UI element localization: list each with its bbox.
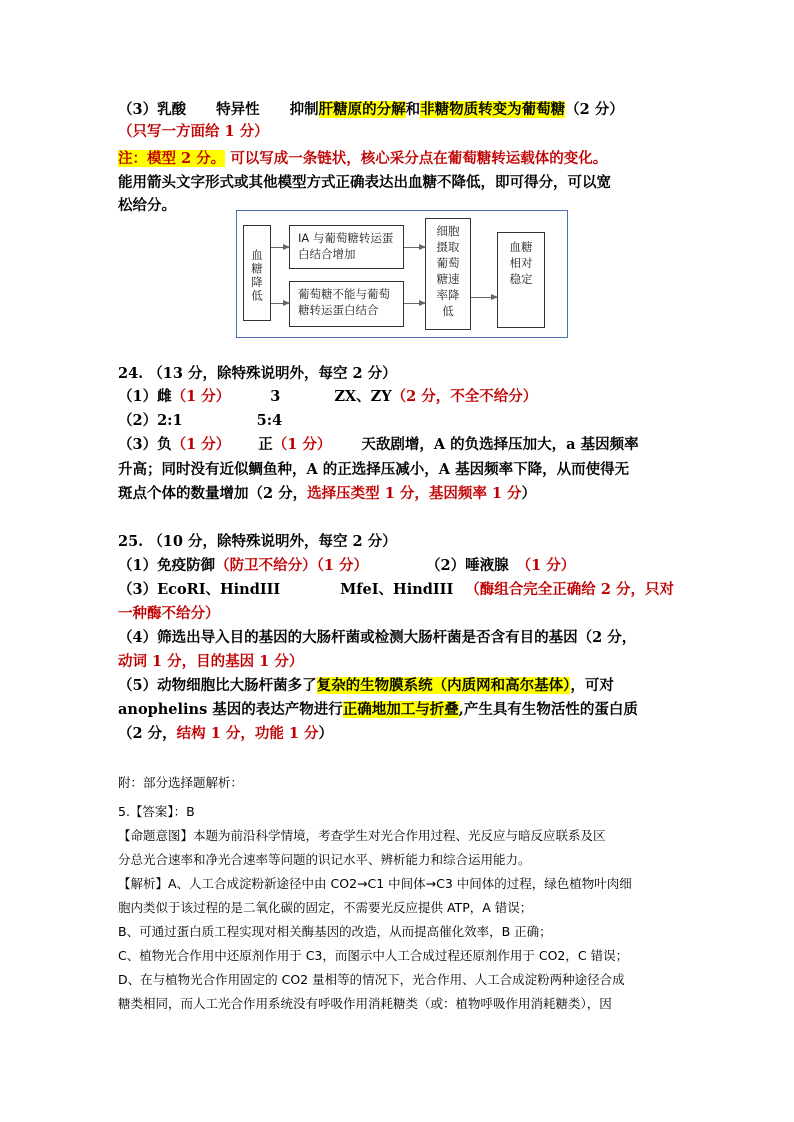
box-glucose-cannot-bind: 葡萄糖不能与葡萄糖转运蛋白结合 <box>289 281 404 327</box>
q24-5-a: 斑点个体的数量增加（2 分， <box>118 485 308 502</box>
q23-line2: （只写一方面给 1 分） <box>118 123 269 140</box>
q24-3-a-score: （1 分） <box>171 436 231 453</box>
q25-2-red: （酶组合完全正确给 2 分，只对 <box>465 581 674 598</box>
q24-line2 <box>118 411 282 431</box>
q24-3-b-score: （1 分） <box>272 436 332 453</box>
q24-2-b: 5:4 <box>256 412 283 429</box>
note-model: 模型 2 分。 <box>147 150 226 167</box>
q25-6-a: （5）动物细胞比大肠杆菌多了 <box>118 677 317 694</box>
q25-1-a: （1）免疫防御 <box>118 557 216 574</box>
q24-line1 <box>118 387 537 407</box>
q25-line2 <box>118 580 674 600</box>
q25-line1 <box>118 556 575 576</box>
q25-line7 <box>118 700 638 720</box>
q25-8-red: 结构 1 分，功能 1 分 <box>176 725 319 742</box>
q25-1-b: （2）唾液腺 <box>425 557 509 574</box>
appendix-analysis-a1: 【解析】A、人工合成淀粉新途径中由 CO2→C1 中间体→C3 中间体的过程，绿色植物叶肉细 <box>118 876 632 891</box>
q25-6-highlight: 复杂的生物膜系统（内质网和高尔基体） <box>316 677 571 694</box>
q23-specificity: 特异性 <box>216 101 260 118</box>
appendix-intent-2: 分总光合速率和净光合速率等问题的识记水平、辨析能力和综合运用能力。 <box>118 852 531 867</box>
q25-7-highlight: 正确地加工与折叠 <box>342 701 459 718</box>
arrow-2 <box>271 303 289 304</box>
arrow-3 <box>404 247 425 248</box>
q25-line8 <box>118 724 333 744</box>
q24-3-c: 天敌剧增，A 的负选择压加大，a 基因频率 <box>361 436 639 453</box>
q25-8-b: ） <box>318 725 334 742</box>
q25-6-b: ，可对 <box>570 677 614 694</box>
q24-1-score: （1 分） <box>171 388 231 405</box>
q23-part-label: （3）乳酸 <box>118 101 187 118</box>
q24-5-red: 选择压类型 1 分，基因频率 1 分 <box>307 485 522 502</box>
q23-line5: 松给分。 <box>118 197 176 214</box>
q25-8-a: （2 分， <box>118 725 177 742</box>
q25-line3: 一种酶不给分） <box>118 605 220 622</box>
box-cell-uptake-decrease: 细胞摄取葡萄糖速率降低 <box>425 218 471 330</box>
q23-highlight-2: 非糖物质转变为葡萄糖 <box>420 101 566 118</box>
note-rest: 可以写成一条链状，核心采分点在葡萄糖转运载体的变化。 <box>225 150 608 167</box>
q25-1-a-red: （防卫不给分） <box>215 557 317 574</box>
note-label: 注： <box>118 150 147 167</box>
box-blood-sugar-low: 血糖降低 <box>243 225 271 321</box>
q24-1-b: 3 <box>270 388 281 405</box>
q25-7-a: anophelins 基因的表达产物进行 <box>118 701 343 718</box>
appendix-intent-1: 【命题意图】本题为前沿科学情境，考查学生对光合作用过程、光反应与暗反应联系及区 <box>118 828 606 843</box>
q25-line6 <box>118 676 614 696</box>
q23-inhibit: 抑制 <box>289 101 319 118</box>
q25-2-a: （3）EcoRI、HindIII <box>118 581 281 598</box>
box-ia-binding-increase: IA 与葡萄糖转运蛋白结合增加 <box>289 225 404 269</box>
q25-title: 25. （10 分，除特殊说明外，每空 2 分） <box>118 533 397 550</box>
q25-7-b: ,产生具有生物活性的蛋白质 <box>458 701 638 718</box>
q24-2-a: （2）2:1 <box>118 412 183 429</box>
q23-line1 <box>118 100 624 120</box>
q23-and: 和 <box>405 101 421 118</box>
q25-2-b: MfeI、HindIII <box>340 581 454 598</box>
q23-score: （2 分） <box>565 101 624 118</box>
appendix-analysis-a2: 胞内类似于该过程的是二氧化碳的固定，不需要光反应提供 ATP，A 错误； <box>118 900 533 915</box>
q25-1-b-score: （1 分） <box>516 557 576 574</box>
q24-3-b: 正 <box>258 436 273 453</box>
q23-line4: 能用箭头文字形式或其他模型方式正确表达出血糖不降低，即可得分，可以宽 <box>118 174 611 191</box>
appendix-analysis-b: B、可通过蛋白质工程实现对相关酶基因的改造，从而提高催化效率，B 正确； <box>118 924 552 939</box>
appendix-title: 附：部分选择题解析： <box>118 775 244 790</box>
q25-line4: （4）筛选出导入目的基因的大肠杆菌或检测大肠杆菌是否含有目的基因（2 分， <box>118 629 637 646</box>
arrow-4 <box>404 303 425 304</box>
q24-title: 24. （13 分，除特殊说明外，每空 2 分） <box>118 365 397 382</box>
appendix-analysis-c: C、植物光合作用中还原剂作用于 C3，而图示中人工合成过程还原剂作用于 CO2，C 错误； <box>118 948 629 963</box>
q24-line3 <box>118 435 639 455</box>
q24-1-c: ZX、ZY <box>334 388 392 405</box>
q25-line5: 动词 1 分，目的基因 1 分） <box>118 653 304 670</box>
q25-1-a-score: （1 分） <box>316 557 368 574</box>
appendix-analysis-d1: D、在与植物光合作用固定的 CO2 量相等的情况下，光合作用、人工合成淀粉两种途径合成 <box>118 972 625 987</box>
appendix-analysis-d2: 糖类相同，而人工光合作用系统没有呼吸作用消耗糖类（或：植物呼吸作用消耗糖类），因 <box>118 996 612 1011</box>
box-blood-sugar-stable: 血糖相对稳定 <box>497 232 545 328</box>
arrow-1 <box>271 247 289 248</box>
q24-5-b: ） <box>521 485 537 502</box>
appendix-q5-answer: 5.【答案】：B <box>118 804 195 819</box>
q24-line4: 升高；同时没有近似鲷鱼种，A 的正选择压减小，A 基因频率下降，从而使得无 <box>118 461 630 478</box>
q23-highlight-1: 肝糖原的分解 <box>318 101 406 118</box>
q24-3-a: （3）负 <box>118 436 172 453</box>
q24-line5 <box>118 484 536 504</box>
q24-1-c-score: （2 分，不全不给分） <box>391 388 538 405</box>
q24-1-answer: （1）雌 <box>118 388 172 405</box>
q23-note <box>118 149 607 169</box>
arrow-5 <box>471 297 497 298</box>
